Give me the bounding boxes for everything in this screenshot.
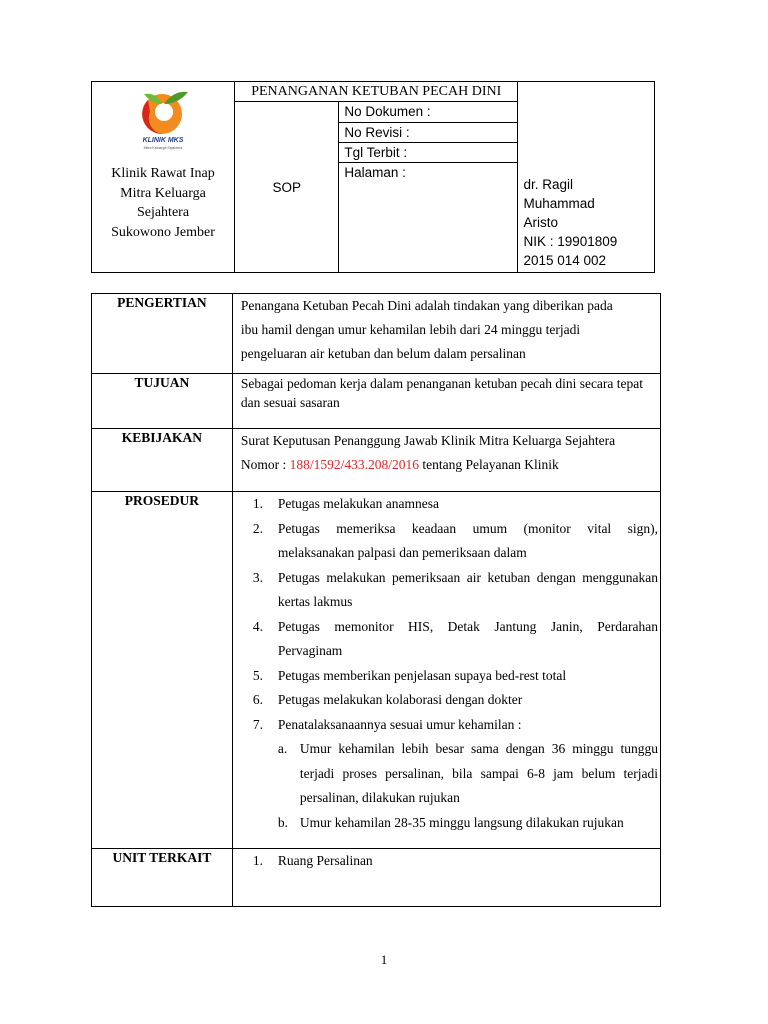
- content-prosedur: [232, 492, 660, 849]
- no-dokumen-field: No Dokumen :: [339, 102, 518, 122]
- step-number: 5.: [252, 667, 263, 683]
- nomor-value: 188/1592/433.208/2016: [289, 457, 419, 472]
- label-tujuan: TUJUAN: [92, 374, 233, 429]
- step-number: 4.: [252, 618, 263, 634]
- label-pengertian: PENGERTIAN: [92, 294, 233, 374]
- text-line: Surat Keputusan Penanggung Jawab Klinik Mitra Keluarga Sejahtera: [240, 433, 616, 448]
- clinic-logo-icon: [92, 82, 234, 162]
- row-unit-terkait: [92, 849, 661, 907]
- step-text: Petugas memonitor HIS, Detak Jantung Janin, Perdarahan Pervaginam: [277, 618, 658, 658]
- doc-type-sop: SOP: [235, 102, 339, 273]
- procedure-steps: [241, 492, 658, 835]
- text-line: Penangana Ketuban Pecah Dini adalah tindakan yang diberikan pada: [240, 298, 613, 313]
- logo-text: KLINIK MKS: [142, 137, 184, 144]
- signatory-line: 2015 014 002: [523, 253, 607, 268]
- org-line: Sejahtera: [136, 205, 190, 220]
- step-text: Petugas memberikan penjelasan supaya bed-rest total: [277, 667, 567, 683]
- signatory-line: dr. Ragil: [523, 177, 573, 192]
- halaman-field: Halaman :: [339, 163, 518, 273]
- content-unit-terkait: [232, 849, 660, 907]
- list-item: [241, 566, 658, 615]
- procedure-substeps: [278, 737, 658, 835]
- list-item: [241, 492, 658, 517]
- nomor-suffix: tentang Pelayanan Klinik: [418, 457, 559, 472]
- unit-number: 1.: [252, 853, 263, 868]
- row-pengertian: [92, 294, 661, 374]
- substep-letter: b.: [277, 814, 288, 830]
- header-table: [91, 81, 655, 273]
- row-tujuan: [92, 374, 661, 429]
- signatory-line: Aristo: [523, 215, 558, 230]
- text-line: Sebagai pedoman kerja dalam penanganan ketuban pecah dini secara tepat: [240, 376, 644, 391]
- substep-text: Umur kehamilan lebih besar sama dengan 36 minggu tunggu terjadi proses persalinan, bila sampai 6-8 jam belum terjadi persalinan, dilakukan rujukan: [299, 741, 658, 805]
- step-text: Petugas melakukan pemeriksaan air ketuban dengan menggunakan kertas lakmus: [277, 569, 658, 609]
- substep-text: Umur kehamilan 28-35 minggu langsung dilakukan rujukan: [299, 814, 624, 830]
- label-unit-terkait: UNIT TERKAIT: [92, 849, 233, 907]
- list-item: [241, 664, 658, 689]
- content-tujuan: [232, 374, 660, 429]
- clinic-logo: [92, 82, 234, 162]
- unit-list: [241, 849, 656, 874]
- step-text: Petugas melakukan kolaborasi dengan dokter: [277, 692, 523, 707]
- step-number: 7.: [252, 716, 263, 732]
- step-number: 3.: [252, 569, 263, 585]
- unit-text: Ruang Persalinan: [277, 853, 373, 868]
- org-line: Sukowono Jember: [111, 224, 215, 240]
- list-item: [278, 811, 658, 836]
- nomor-line: [241, 453, 656, 477]
- content-pengertian: [232, 294, 660, 374]
- list-item: [241, 615, 658, 664]
- text-line: ibu hamil dengan umur kehamilan lebih dari 24 minggu terjadi: [240, 322, 581, 337]
- step-number: 6.: [252, 692, 263, 707]
- content-kebijakan: [232, 429, 660, 492]
- signatory-line: NIK : 19901809: [523, 234, 618, 249]
- tgl-terbit-field: Tgl Terbit :: [339, 142, 518, 162]
- organization-name: [92, 162, 234, 242]
- nomor-prefix: Nomor :: [240, 457, 290, 472]
- step-number: 2.: [252, 520, 263, 536]
- signatory-line: Muhammad: [523, 196, 595, 211]
- document-title: PENANGANAN KETUBAN PECAH DINI: [235, 82, 518, 102]
- substep-letter: a.: [277, 741, 288, 756]
- text-line: dan sesuai sasaran: [240, 395, 340, 410]
- step-text: Penatalaksanaannya sesuai umur kehamilan :: [277, 716, 522, 732]
- text-line: pengeluaran air ketuban dan belum dalam persalinan: [240, 346, 526, 361]
- page-number: 1: [380, 952, 388, 967]
- signatory-cell: [518, 82, 655, 273]
- row-kebijakan: [92, 429, 661, 492]
- list-item: [241, 713, 658, 836]
- no-revisi-field: No Revisi :: [339, 122, 518, 142]
- list-item: [241, 688, 658, 713]
- step-number: 1.: [252, 496, 263, 511]
- org-line: Mitra Keluarga: [120, 185, 206, 201]
- step-text: Petugas melakukan anamnesa: [277, 496, 440, 511]
- org-line: Klinik Rawat Inap: [111, 166, 215, 181]
- label-prosedur: PROSEDUR: [92, 492, 233, 849]
- step-text: Petugas memeriksa keadaan umum (monitor vital sign), melaksanakan palpasi dan pemeriksaan dalam: [277, 520, 658, 560]
- list-item: [241, 517, 658, 566]
- org-cell: [92, 82, 235, 273]
- list-item: [241, 849, 656, 874]
- row-prosedur: [92, 492, 661, 849]
- list-item: [278, 737, 658, 811]
- label-kebijakan: KEBIJAKAN: [92, 429, 233, 492]
- procedure-table: [91, 293, 661, 907]
- logo-tagline: Mitra Keluarga Sejahtera: [143, 146, 183, 150]
